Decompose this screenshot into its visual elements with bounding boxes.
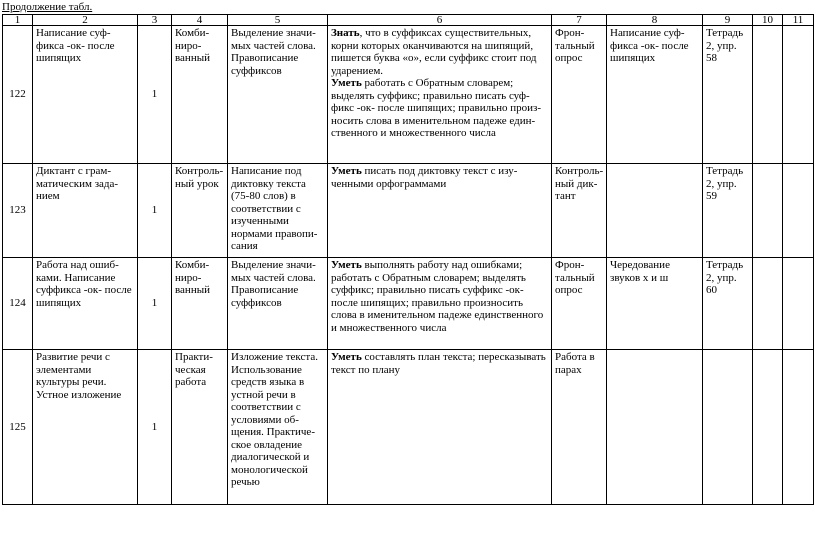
lesson-number: 124 — [3, 258, 33, 350]
column-header: 2 — [33, 15, 138, 26]
column-header: 3 — [138, 15, 172, 26]
requirement-text: работать с Обратным словарем; выделять суффикс; правильно писать суф-фикс -ок- после шипящих; правильно произ-носить слова в именительном падеже един-ственного и множественного числа — [331, 77, 542, 139]
requirement-text: составлять план текста; пересказывать текст по плану — [331, 351, 546, 376]
column-header: 4 — [172, 15, 228, 26]
table-row — [3, 350, 814, 505]
requirement-text: , что в суффиксах существительных, корни которых оканчиваются на шипящий, пишется буква «о», если суффикс стоит под ударением. — [331, 27, 537, 77]
table-row — [3, 164, 814, 258]
requirement-label: Уметь — [331, 165, 362, 177]
requirement-text: писать под диктовку текст с изу-ченными орфограммами — [331, 165, 518, 190]
requirements — [328, 164, 552, 258]
table-row — [3, 26, 814, 164]
requirement-label: Уметь — [331, 259, 362, 271]
column-number-row — [3, 15, 814, 26]
lesson-topic: Написание суф-фикса -ок- после шипящих — [33, 26, 138, 164]
date-fact — [783, 258, 814, 350]
lesson-type: Практи-ческая работа — [172, 350, 228, 505]
date-plan — [753, 350, 783, 505]
requirement-label: Уметь — [331, 77, 362, 89]
control-type: Контроль-ный дик-тант — [552, 164, 607, 258]
lesson-hours: 1 — [138, 164, 172, 258]
lesson-topic: Развитие речи с элементами культуры речи. Устное изложение — [33, 350, 138, 505]
date-plan — [753, 164, 783, 258]
extra-content: Написание суф-фикса -ок- после шипящих — [607, 26, 703, 164]
content-elements: Выделение значи-мых частей слова. Правописание суффиксов — [228, 258, 328, 350]
homework: Тетрадь 2, упр. 59 — [703, 164, 753, 258]
lesson-type: Контроль-ный урок — [172, 164, 228, 258]
lesson-number: 122 — [3, 26, 33, 164]
content-elements: Выделение значи-мых частей слова. Правописание суффиксов — [228, 26, 328, 164]
lesson-hours: 1 — [138, 258, 172, 350]
lesson-type: Комби-ниро-ванный — [172, 258, 228, 350]
date-fact — [783, 26, 814, 164]
column-header: 11 — [783, 15, 814, 26]
extra-content — [607, 164, 703, 258]
table-caption: Продолжение табл. — [2, 1, 93, 13]
lesson-hours: 1 — [138, 350, 172, 505]
control-type: Работа в парах — [552, 350, 607, 505]
column-header: 9 — [703, 15, 753, 26]
column-header: 1 — [3, 15, 33, 26]
control-type: Фрон-тальный опрос — [552, 258, 607, 350]
requirement-label: Уметь — [331, 351, 362, 363]
homework — [703, 350, 753, 505]
requirement-label: Знать — [331, 27, 360, 39]
requirements — [328, 350, 552, 505]
column-header: 6 — [328, 15, 552, 26]
homework: Тетрадь 2, упр. 58 — [703, 26, 753, 164]
lesson-hours: 1 — [138, 26, 172, 164]
date-plan — [753, 258, 783, 350]
lesson-number: 123 — [3, 164, 33, 258]
lesson-topic: Работа над ошиб-ками. Написание суффикса -ок- после шипящих — [33, 258, 138, 350]
column-header: 5 — [228, 15, 328, 26]
requirements — [328, 258, 552, 350]
extra-content — [607, 350, 703, 505]
requirement-text: выполнять работу над ошибками; работать с Обратным словарем; выделять суффикс; правильно писать суффикс -ок- после шипящих; правильно произносить слова в именительном падеже единственного и множественного числа — [331, 259, 544, 334]
lesson-plan-table — [2, 14, 814, 505]
lesson-topic: Диктант с грам-матическим зада-нием — [33, 164, 138, 258]
column-header: 7 — [552, 15, 607, 26]
homework: Тетрадь 2, упр. 60 — [703, 258, 753, 350]
extra-content: Чередование звуков х и ш — [607, 258, 703, 350]
column-header: 10 — [753, 15, 783, 26]
requirements — [328, 26, 552, 164]
date-fact — [783, 164, 814, 258]
lesson-type: Комби-ниро-ванный — [172, 26, 228, 164]
lesson-number: 125 — [3, 350, 33, 505]
table-row — [3, 258, 814, 350]
control-type: Фрон-тальный опрос — [552, 26, 607, 164]
date-plan — [753, 26, 783, 164]
content-elements: Написание под диктовку текста (75-80 слов) в соответствии с изученными нормами правопи-сания — [228, 164, 328, 258]
date-fact — [783, 350, 814, 505]
column-header: 8 — [607, 15, 703, 26]
content-elements: Изложение текста. Использование средств языка в устной речи в соответствии с условиями об-щения. Практиче-ское овладение диалогической и монологической речью — [228, 350, 328, 505]
